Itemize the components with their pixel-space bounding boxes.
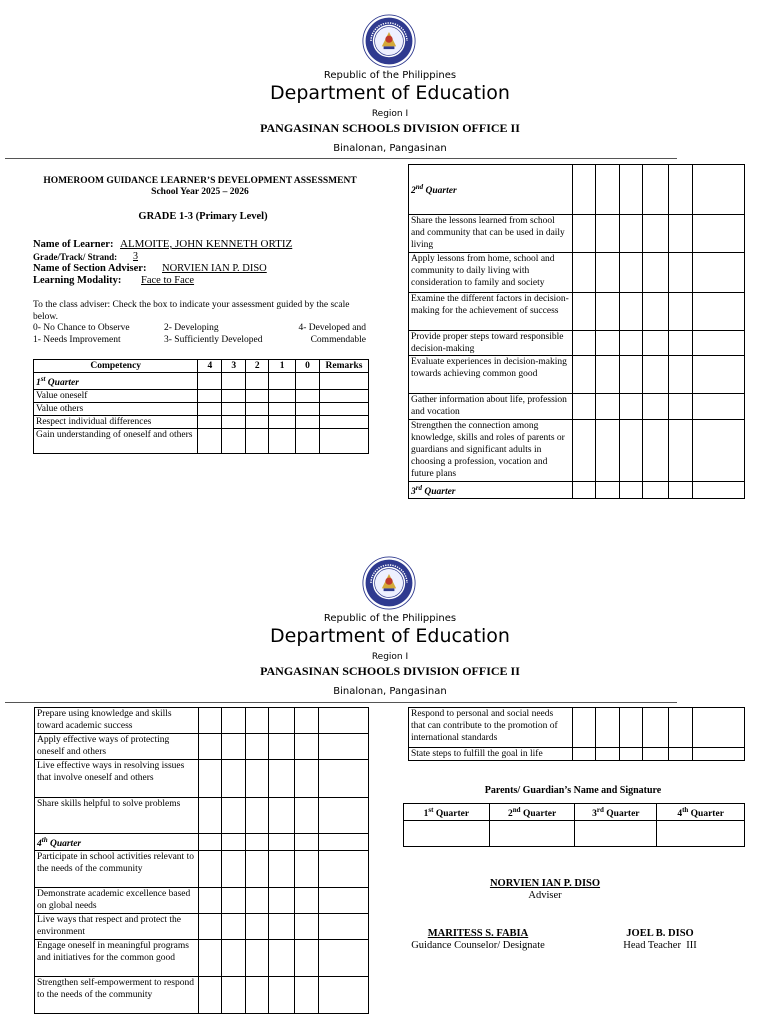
table-row [34,390,369,403]
adviser-label: Name of Section Adviser: [33,263,147,274]
check-cell[interactable] [246,851,269,888]
competency-item: Demonstrate academic excellence based on global needs [35,888,199,914]
quarter-3-heading: 3rd Quarter [409,482,573,499]
check-cell[interactable] [596,748,620,761]
grade-track-label: Grade/Track/ Strand: [33,252,118,262]
check-cell[interactable] [222,734,246,760]
check-cell[interactable] [620,253,643,293]
check-cell[interactable] [572,708,596,748]
check-cell[interactable] [295,888,319,914]
check-cell[interactable] [269,977,295,1014]
check-cell[interactable] [222,888,246,914]
table-row [409,253,745,293]
table-row [409,215,745,253]
department-title: Department of Education [270,625,510,647]
remarks-cell[interactable] [319,940,369,977]
check-cell[interactable] [572,356,596,394]
republic-line: Republic of the Philippines [323,613,457,624]
remarks-cell[interactable] [693,293,745,331]
check-cell[interactable] [246,429,269,454]
republic-line: Republic of the Philippines [323,70,457,81]
check-cell[interactable] [246,403,269,416]
check-cell[interactable] [669,420,693,482]
check-cell[interactable] [269,390,296,403]
check-cell[interactable] [669,331,693,356]
check-cell[interactable] [269,798,295,834]
check-cell[interactable] [269,888,295,914]
check-cell[interactable] [222,977,246,1014]
competency-item: Engage oneself in meaningful programs and initiatives for the common good [35,940,199,977]
check-cell[interactable] [222,416,246,429]
header-divider [5,158,677,159]
check-cell[interactable] [295,708,319,734]
competency-item: Respond to personal and social needs that can contribute to the promotion of international standards [409,708,573,748]
check-cell[interactable] [198,734,222,760]
quarter-4-heading: 4th Quarter [35,834,199,851]
check-cell[interactable] [246,914,269,940]
competency-item: Participate in school activities relevant to the needs of the community [35,851,199,888]
check-cell[interactable] [295,914,319,940]
check-cell[interactable] [269,416,296,429]
table-row [35,977,369,1014]
remarks-cell[interactable] [693,253,745,293]
table-row [409,356,745,394]
competency-item: Apply effective ways of protecting oneself and others [35,734,199,760]
check-cell[interactable] [222,798,246,834]
remarks-cell[interactable] [320,403,369,416]
check-cell[interactable] [572,420,596,482]
remarks-cell[interactable] [319,734,369,760]
competency-item: Examine the different factors in decision-making for the achievement of success [409,293,573,331]
check-cell[interactable] [198,851,222,888]
head-teacher-role: Head Teacher III [623,940,697,951]
check-cell[interactable] [620,293,643,331]
remarks-cell[interactable] [320,429,369,454]
check-cell[interactable] [669,748,693,761]
check-cell[interactable] [198,760,222,798]
check-cell[interactable] [269,851,295,888]
check-cell[interactable] [620,394,643,420]
check-cell[interactable] [572,331,596,356]
check-cell[interactable] [295,977,319,1014]
scale-4a: 4- Developed and [298,323,366,333]
check-cell[interactable] [620,420,643,482]
check-cell[interactable] [620,215,643,253]
table-row [34,416,369,429]
remarks-cell[interactable] [693,215,745,253]
parent-signature-cell[interactable] [489,821,575,847]
check-cell[interactable] [246,734,269,760]
competency-item: Evaluate experiences in decision-making towards achieving common good [409,356,573,394]
header-remarks: Remarks [320,360,369,373]
check-cell[interactable] [222,760,246,798]
parents-signature-table [403,803,745,847]
check-cell[interactable] [198,888,222,914]
check-cell[interactable] [572,215,596,253]
check-cell[interactable] [620,748,643,761]
table-row [34,429,369,454]
remarks-cell[interactable] [319,977,369,1014]
table-row [35,888,369,914]
instructions: To the class adviser: Check the box to indicate your assessment guided by the scale below. [33,300,350,322]
check-cell[interactable] [643,331,669,356]
competency-item: Respect individual differences [34,416,198,429]
check-cell[interactable] [269,403,296,416]
remarks-cell[interactable] [319,760,369,798]
parents-q1-header: 1st Quarter [404,804,490,821]
town-line: Binalonan, Pangasinan [333,686,447,697]
deped-seal-logo [362,556,416,610]
deped-seal-logo [362,14,416,68]
header-3: 3 [222,360,246,373]
table-row [409,708,745,748]
check-cell[interactable] [643,394,669,420]
check-cell[interactable] [269,429,296,454]
remarks-cell[interactable] [320,416,369,429]
header-1: 1 [269,360,296,373]
check-cell[interactable] [596,293,620,331]
check-cell[interactable] [669,293,693,331]
check-cell[interactable] [295,760,319,798]
table-row [35,851,369,888]
table-row [35,734,369,760]
remarks-cell[interactable] [319,888,369,914]
check-cell[interactable] [295,851,319,888]
learner-label: Name of Learner: [33,239,114,250]
table-row [35,708,369,734]
competency-item: Share the lessons learned from school and community that can be used in daily living [409,215,573,253]
check-cell[interactable] [222,390,246,403]
assessment-table-q3-q4 [34,707,369,1014]
check-cell[interactable] [246,416,269,429]
check-cell[interactable] [596,356,620,394]
counselor-name: MARITESS S. FABIA [427,928,529,939]
check-cell[interactable] [198,429,222,454]
division-office: PANGASINAN SCHOOLS DIVISION OFFICE II [260,664,520,678]
check-cell[interactable] [572,748,596,761]
learner-name: ALMOITE, JOHN KENNETH ORTIZ [120,238,293,250]
header-2: 2 [246,360,269,373]
check-cell[interactable] [596,394,620,420]
check-cell[interactable] [643,356,669,394]
check-cell[interactable] [198,914,222,940]
check-cell[interactable] [620,708,643,748]
parents-q3-header: 3rd Quarter [575,804,657,821]
region-line: Region I [371,109,409,119]
remarks-cell[interactable] [693,420,745,482]
check-cell[interactable] [246,390,269,403]
remarks-cell[interactable] [319,914,369,940]
quarter-1-heading: 1st Quarter [34,373,198,390]
check-cell[interactable] [246,708,269,734]
remarks-cell[interactable] [693,356,745,394]
quarter-2-heading: 2nd Quarter [409,165,573,215]
check-cell[interactable] [246,888,269,914]
check-cell[interactable] [222,403,246,416]
school-year: School Year 2025 – 2026 [151,187,249,197]
check-cell[interactable] [596,420,620,482]
check-cell[interactable] [246,977,269,1014]
check-cell[interactable] [296,416,320,429]
check-cell[interactable] [269,708,295,734]
check-cell[interactable] [572,293,596,331]
table-row [409,420,745,482]
check-cell[interactable] [222,914,246,940]
check-cell[interactable] [643,420,669,482]
parents-q2-header: 2nd Quarter [489,804,575,821]
remarks-cell[interactable] [320,390,369,403]
scale-4b: Commendable [310,335,366,345]
competency-item: Value others [34,403,198,416]
check-cell[interactable] [596,331,620,356]
check-cell[interactable] [246,940,269,977]
table-row [34,403,369,416]
competency-item: Strengthen self-empowerment to respond to the needs of the community [35,977,199,1014]
check-cell[interactable] [296,403,320,416]
check-cell[interactable] [296,429,320,454]
parent-signature-cell[interactable] [404,821,490,847]
competency-item: Live ways that respect and protect the environment [35,914,199,940]
check-cell[interactable] [669,394,693,420]
adviser-signatory-role: Adviser [528,890,562,901]
check-cell[interactable] [269,734,295,760]
check-cell[interactable] [222,429,246,454]
modality-value: Face to Face [141,275,195,286]
check-cell[interactable] [198,416,222,429]
table-row [35,914,369,940]
modality-label: Learning Modality: [33,275,122,286]
competency-item: Prepare using knowledge and skills toward academic success [35,708,199,734]
check-cell[interactable] [643,708,669,748]
table-row [35,798,369,834]
table-row [409,331,745,356]
header-divider [5,702,677,703]
scale-1: 1- Needs Improvement [33,335,121,345]
check-cell[interactable] [269,940,295,977]
check-cell[interactable] [620,356,643,394]
table-row [409,293,745,331]
check-cell[interactable] [222,708,246,734]
competency-item: Live effective ways in resolving issues that involve oneself and others [35,760,199,798]
check-cell[interactable] [198,940,222,977]
check-cell[interactable] [643,253,669,293]
check-cell[interactable] [269,914,295,940]
remarks-cell[interactable] [693,394,745,420]
grade-track-value: 3 [133,251,138,262]
remarks-cell[interactable] [319,708,369,734]
header-competency: Competency [34,360,198,373]
check-cell[interactable] [222,851,246,888]
division-office: PANGASINAN SCHOOLS DIVISION OFFICE II [260,121,520,135]
remarks-cell[interactable] [693,331,745,356]
table-row [409,748,745,761]
adviser-signatory-name: NORVIEN IAN P. DISO [489,878,601,889]
check-cell[interactable] [198,708,222,734]
competency-item: Gain understanding of oneself and others [34,429,198,454]
competency-item: Gather information about life, profession and vocation [409,394,573,420]
header-4: 4 [198,360,222,373]
remarks-cell[interactable] [319,851,369,888]
check-cell[interactable] [620,331,643,356]
counselor-role: Guidance Counselor/ Designate [411,940,545,951]
check-cell[interactable] [669,708,693,748]
form-title: HOMEROOM GUIDANCE LEARNER’S DEVELOPMENT ASSESSMENT [43,176,357,186]
check-cell[interactable] [596,215,620,253]
check-cell[interactable] [643,293,669,331]
competency-item: Value oneself [34,390,198,403]
check-cell[interactable] [669,215,693,253]
check-cell[interactable] [198,798,222,834]
parents-signature-title: Parents/ Guardian’s Name and Signature [484,785,662,796]
competency-item: Strengthen the connection among knowledge, skills and roles of parents or guardians and significant adults in choosing a profession, vocation and future plans [409,420,573,482]
department-title: Department of Education [270,82,510,104]
head-teacher-name: JOEL B. DISO [626,928,694,939]
check-cell[interactable] [198,977,222,1014]
competency-item: Share skills helpful to solve problems [35,798,199,834]
header-0: 0 [296,360,320,373]
check-cell[interactable] [295,940,319,977]
check-cell[interactable] [198,403,222,416]
check-cell[interactable] [198,390,222,403]
remarks-cell[interactable] [319,798,369,834]
remarks-cell[interactable] [693,708,745,748]
check-cell[interactable] [572,253,596,293]
check-cell[interactable] [296,390,320,403]
town-line: Binalonan, Pangasinan [333,143,447,154]
check-cell[interactable] [643,215,669,253]
check-cell[interactable] [596,708,620,748]
scale-2: 2- Developing [164,323,219,333]
assessment-table-q1 [33,359,369,454]
check-cell[interactable] [295,734,319,760]
check-cell[interactable] [596,253,620,293]
competency-item: State steps to fulfill the goal in life [409,748,573,761]
parent-signature-cell[interactable] [575,821,657,847]
check-cell[interactable] [572,394,596,420]
check-cell[interactable] [222,940,246,977]
competency-item: Apply lessons from home, school and community to daily living with consideration to family and society [409,253,573,293]
check-cell[interactable] [643,748,669,761]
assessment-table-q2 [408,164,745,499]
check-cell[interactable] [669,253,693,293]
region-line: Region I [371,652,409,662]
table-row [409,394,745,420]
grade-level: GRADE 1-3 (Primary Level) [138,211,268,222]
check-cell[interactable] [295,798,319,834]
scale-0: 0- No Chance to Observe [33,323,130,333]
competency-item: Provide proper steps toward responsible decision-making [409,331,573,356]
check-cell[interactable] [669,356,693,394]
parents-q4-header: 4th Quarter [657,804,745,821]
scale-3: 3- Sufficiently Developed [164,335,263,345]
table-row [35,760,369,798]
check-cell[interactable] [246,760,269,798]
adviser-name: NORVIEN IAN P. DISO [162,263,267,274]
remarks-cell[interactable] [693,748,745,761]
assessment-table-q4-cont [408,707,745,761]
parent-signature-cell[interactable] [657,821,745,847]
check-cell[interactable] [269,760,295,798]
check-cell[interactable] [246,798,269,834]
table-row [35,940,369,977]
